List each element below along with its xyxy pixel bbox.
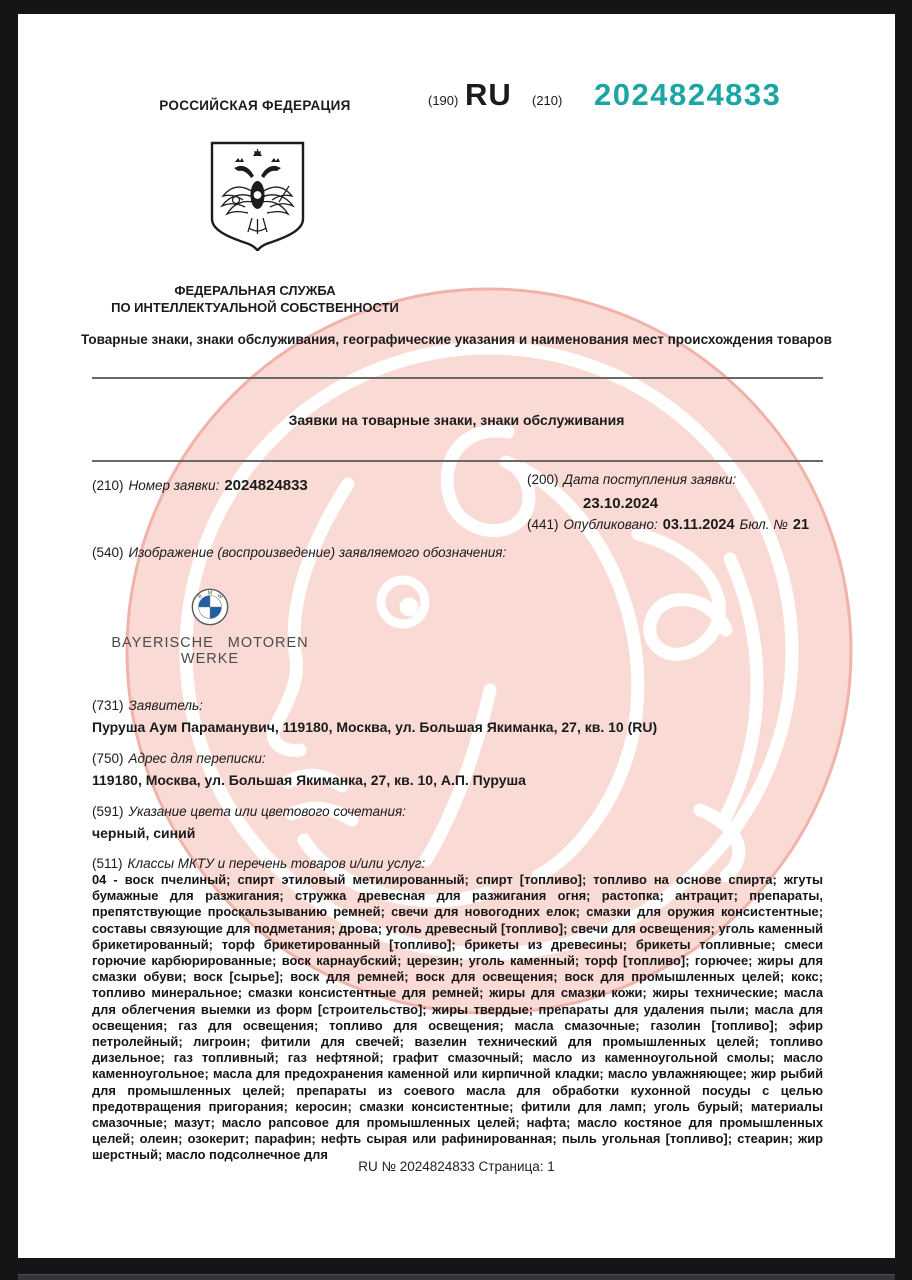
field-applicant-label [92,698,208,713]
inid-code: (731) [92,698,124,713]
inid-code-190: (190) [428,93,459,108]
field-published [527,517,809,533]
watermark-eye-pupil [400,598,419,617]
inid-code: (441) [527,517,559,532]
field-label: Классы МКТУ и перечень товаров и/или услуг: [127,856,426,871]
bmw-logo-icon [191,588,229,626]
field-label: Адрес для переписки: [128,751,266,766]
inid-code: (591) [92,804,124,819]
bmw-letter-m: M [207,590,213,597]
horizontal-rule-bottom [92,460,823,462]
field-filing-date-label [527,472,741,487]
inid-code: (750) [92,751,124,766]
field-label: Заявитель: [128,698,203,713]
page-footer: RU № 2024824833 Страница: 1 [358,1159,555,1174]
field-applicant-value: Пуруша Аум Параманувич, 119180, Москва, ул. Большая Якиманка, 27, кв. 10 (RU) [92,719,658,735]
mark-brand-text: BAYERISCHE MOTOREN WERKE [111,635,309,667]
field-correspondence-value: 119180, Москва, ул. Большая Якиманка, 27, кв. 10, А.П. Пуруша [92,772,526,788]
section-title: Заявки на товарные знаки, знаки обслуживания [288,412,625,428]
inid-code: (540) [92,545,124,560]
inid-code: (200) [527,472,559,487]
russia-coat-of-arms-icon [205,140,310,254]
bulletin-subject-line: Товарные знаки, знаки обслуживания, географические указания и наименования мест происхождения товаров [81,332,832,347]
bulletin-number: 21 [792,517,810,533]
field-value: 2024824833 [224,477,308,494]
bmw-letter-w: W [215,592,224,601]
inid-code: (210) [92,478,124,493]
field-colors-label [92,804,411,819]
application-number-headline: 2024824833 [594,77,782,112]
document-page [18,14,895,1258]
office-name-line1: ФЕДЕРАЛЬНАЯ СЛУЖБА [174,283,336,298]
inid-code-210: (210) [532,93,563,108]
office-name-line2: ПО ИНТЕЛЛЕКТУАЛЬНОЙ СОБСТВЕННОСТИ [111,300,399,315]
office-name [58,282,452,316]
next-page-edge [18,1274,895,1280]
horizontal-rule-top [92,377,823,379]
bulletin-label: Бюл. № [739,517,788,532]
field-label: Изображение (воспроизведение) заявляемого обозначения: [128,545,507,560]
inid-code: (511) [92,856,123,871]
field-colors-value: черный, синий [92,825,196,841]
field-mark-image-label [92,545,511,560]
field-filing-date-value: 23.10.2024 [583,495,659,512]
field-label: Дата поступления заявки: [563,472,737,487]
field-label: Номер заявки: [128,478,220,493]
published-date: 03.11.2024 [662,517,735,533]
goods-and-services-list: 04 - воск пчелиный; спирт этиловый метилированный; спирт [топливо]; топливо на основе спирта; жгуты бумажные для разжигания; стружка древесная для разжигания огня; растопка; антрацит; препараты, препятствующие проскальзыванию ремней; свечи для новогодних елок; смазки для оружия консистентные; составы связующие для подметания; дрова; уголь древесный [топливо]; свечи для освещения; уголь каменный брикетированный; торф брикетированный [топливо]; брикеты из древесины; брикеты топливные; смеси горючие карбюрированные; воск карнаубский; церезин; уголь каменный; торф [топливо]; горючее; жиры для смазки обуви; воск [сырье]; воск для ремней; воск для освещения; воск для промышленных целей; кокс; топливо минеральное; смазки консистентные для ремней; жиры для смазки кожи; жиры технические; масла для облегчения выемки из форм [строительство]; жиры твердые; препараты для удаления пыли; масла для освещения; газ для освещения; топливо для освещения; масла смазочные; газолин [топливо]; эфир петролейный; лигроин; фитили для свечей; вазелин технический для промышленных целей; топливо дизельное; газ топливный; газ нефтяной; графит смазочный; масло из каменноугольной смолы; масло каменноугольное; масла для предохранения каменной или кирпичной кладки; масло увлажняющее; жир рыбий для промышленных целей; препараты из соевого масла для обработки кухонной посуды с целью предотвращения пригорания; керосин; смазки консистентные; фитили для ламп; уголь бурый; материалы смазочные; мазут; масло рапсовое для промышленных целей; нафта; масло костяное для промышленных целей; олеин; озокерит; парафин; нефть сырая или рафинированная; пыль угольная [топливо]; стеарин; жир шерстный; масло подсолнечное для [92,872,823,1163]
country-title: РОССИЙСКАЯ ФЕДЕРАЦИЯ [159,98,351,113]
field-label: Опубликовано: [563,517,658,532]
field-application-number [92,477,308,494]
field-label: Указание цвета или цветового сочетания: [128,804,406,819]
field-classes-label [92,856,430,871]
country-code: RU [465,77,512,112]
field-correspondence-label [92,751,271,766]
bmw-letter-b: B [197,593,204,601]
